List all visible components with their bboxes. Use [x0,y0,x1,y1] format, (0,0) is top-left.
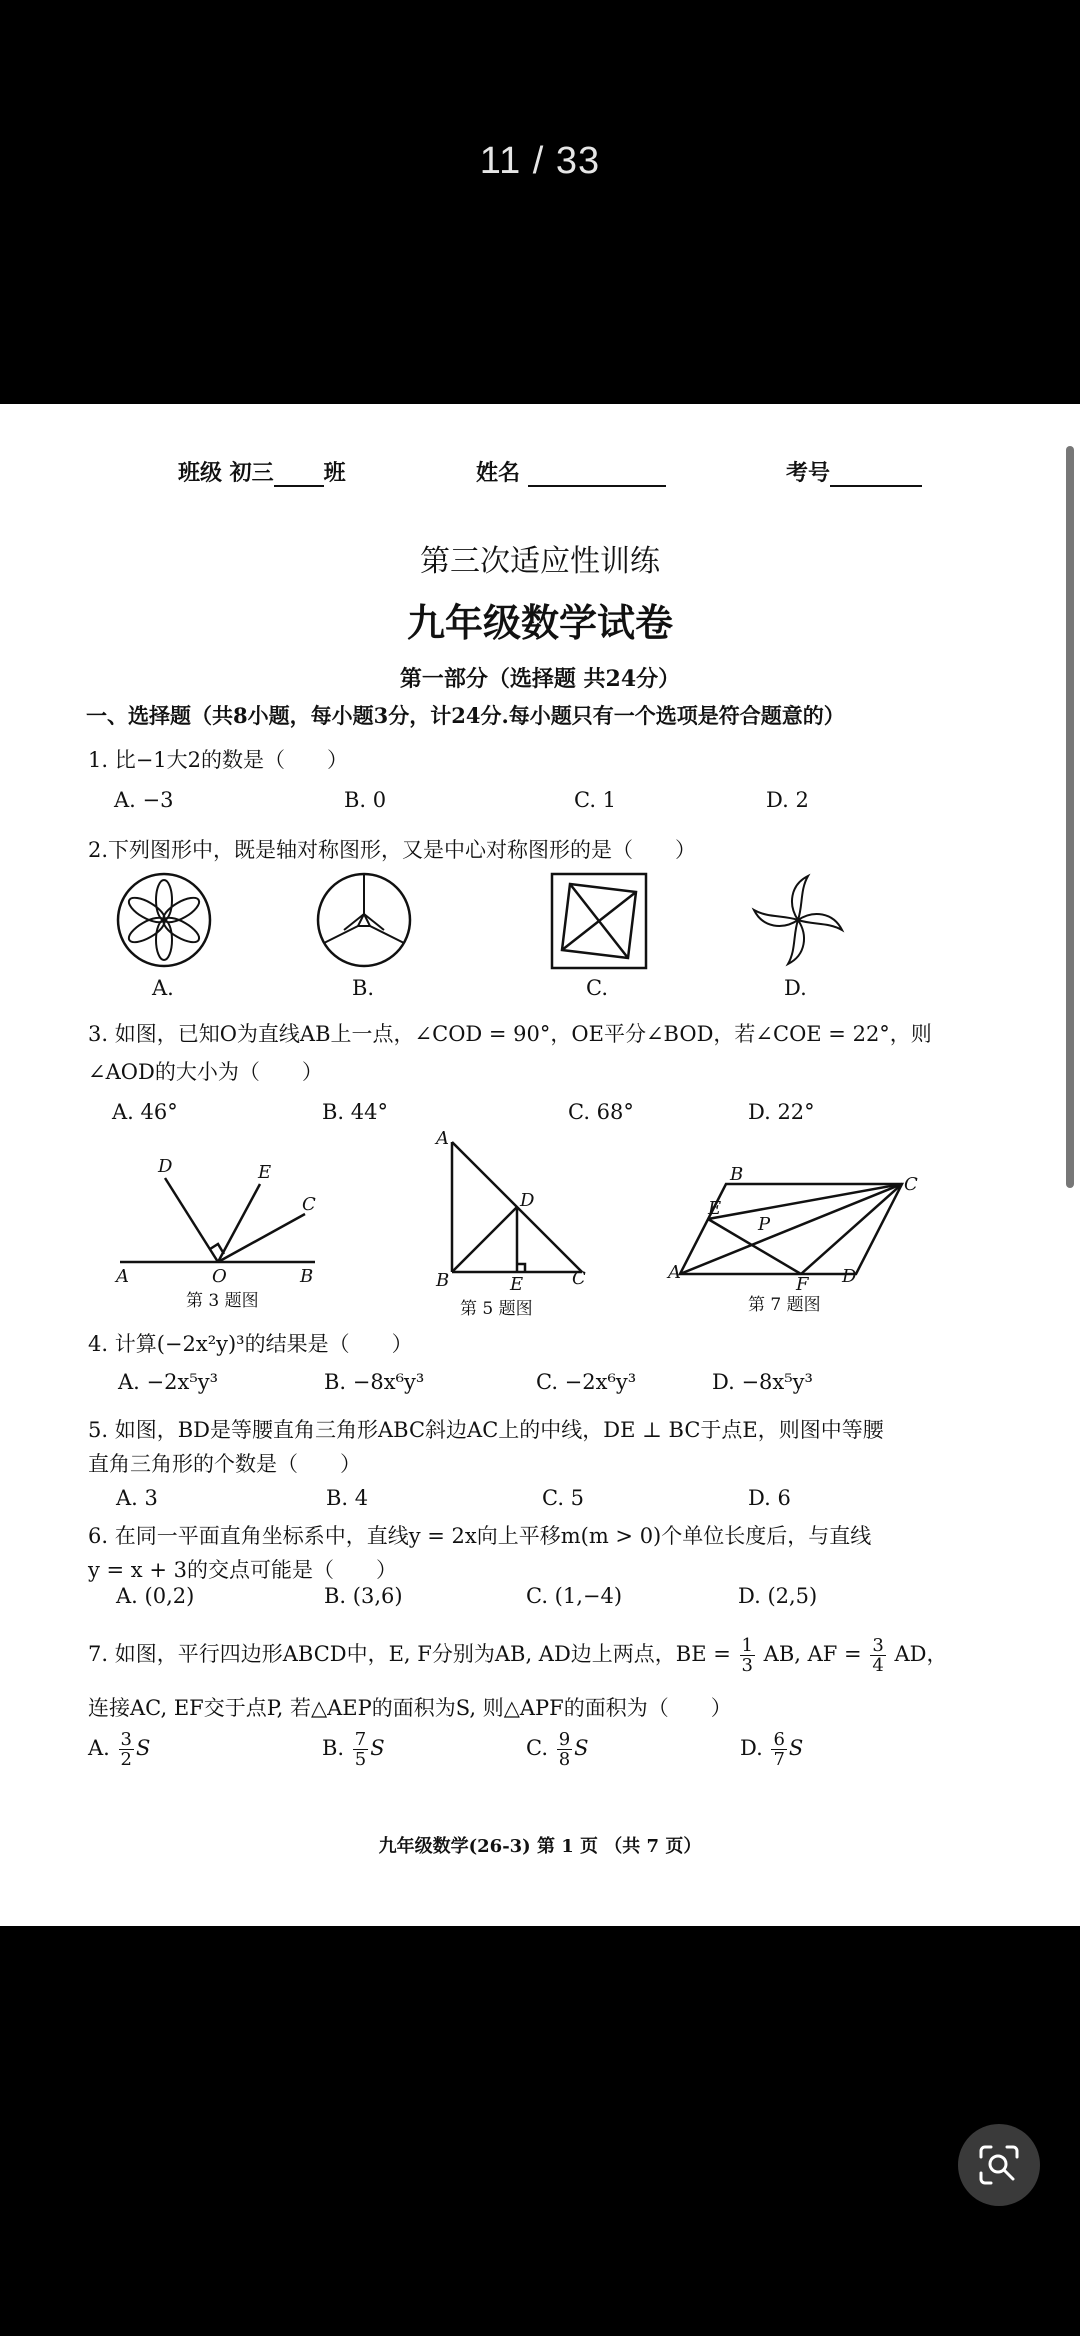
figure-3 [110,1144,330,1284]
figure-5 [426,1124,596,1294]
q7-stem-line2: 连接AC, EF交于点P, 若△AEP的面积为S, 则△APF的面积为（ ） [88,1696,732,1720]
fig5-caption: 第 5 题图 [460,1299,533,1319]
q7-c-num: 9 [558,1729,571,1750]
spiral-figure [748,870,848,970]
triangle-circle-figure [314,870,414,970]
q7-frac1-den: 3 [741,1655,753,1676]
fig7-label-e: E [708,1198,722,1219]
q7-option-a[interactable] [88,1730,150,1769]
q6-option-b[interactable]: B. (3,6) [324,1584,403,1608]
fig5-label-b: B [436,1270,450,1291]
q7-option-d[interactable] [740,1730,803,1769]
q4-option-b[interactable]: B. −8x⁶y³ [324,1370,425,1394]
q7-fraction-af [870,1636,885,1675]
q7-a-fraction [119,1730,134,1769]
scrollbar[interactable] [1066,446,1074,1188]
q7-b-den: 5 [354,1749,367,1770]
fig7-label-a: A [668,1262,681,1283]
q7-d-fraction [771,1730,786,1769]
q7-c-var: S [574,1736,589,1760]
page-footer: 九年级数学(26-3) 第 1 页 （共 7 页） [378,1836,702,1857]
exam-title: 九年级数学试卷 [406,600,673,645]
q4-stem: 4. 计算(−2x²y)³的结果是（ ） [88,1332,413,1356]
q7-stem-line1 [88,1636,947,1675]
q4-option-d[interactable]: D. −8x⁵y³ [712,1370,813,1394]
q6-option-c[interactable]: C. (1,−4) [526,1584,623,1608]
fig5-label-e: E [510,1274,524,1294]
q3-option-b[interactable]: B. 44° [322,1100,389,1124]
exam-number-blank[interactable] [830,485,922,487]
q5-option-d[interactable]: D. 6 [748,1486,791,1510]
class-blank[interactable] [274,485,324,487]
q7-a-label: A. [88,1736,110,1760]
q1-option-a[interactable]: A. −3 [114,788,174,812]
q2-option-b[interactable]: B. [352,976,375,1000]
exam-subtitle: 第三次适应性训练 [420,544,660,579]
q4-option-c[interactable]: C. −2x⁶y³ [536,1370,637,1394]
q5-option-a[interactable]: A. 3 [116,1486,158,1510]
exam-number-label: 考号 [786,460,831,486]
q7-stem-mid: AB, AF = [763,1642,862,1666]
class-suffix: 班 [323,460,346,486]
q7-a-var: S [135,1736,151,1760]
q7-a-den: 2 [120,1749,132,1770]
q1-option-d[interactable]: D. 2 [766,788,809,812]
fig3-label-b: B [300,1266,314,1284]
part-heading: 第一部分（选择题 共24分） [399,666,681,692]
q7-d-num: 6 [773,1729,785,1750]
q7-frac2-num: 3 [872,1635,884,1656]
q1-option-b[interactable]: B. 0 [344,788,387,812]
q2-option-c[interactable]: C. [586,976,608,1000]
q7-b-num: 7 [354,1729,367,1750]
flower-figure [114,870,214,970]
q7-stem-pre: 7. 如图，平行四边形ABCD中，E, F分别为AB, AD边上两点，BE = [88,1642,731,1666]
q6-option-a[interactable]: A. (0,2) [116,1584,195,1608]
fig7-caption: 第 7 题图 [748,1295,821,1315]
q3-stem-line2: ∠AOD的大小为（ ） [88,1060,323,1084]
q7-fraction-be [740,1636,755,1675]
visual-search-icon [975,2141,1023,2189]
q5-option-c[interactable]: C. 5 [542,1486,585,1510]
q7-b-fraction [353,1730,368,1769]
q7-frac1-num: 1 [741,1635,753,1656]
fig7-label-b: B [730,1164,744,1185]
fig5-label-d: D [520,1190,535,1211]
q1-option-c[interactable]: C. 1 [574,788,617,812]
q7-c-fraction [557,1730,572,1769]
q2-option-a[interactable]: A. [152,976,174,1000]
visual-search-button[interactable] [958,2124,1040,2206]
q2-stem: 2.下列图形中，既是轴对称图形，又是中心对称图形的是（ ） [88,838,697,862]
exam-number-field [786,456,922,487]
q3-stem-line1: 3. 如图，已知O为直线AB上一点，∠COD = 90°，OE平分∠BOD，若∠COE = 22°，则 [88,1022,932,1046]
q7-option-b[interactable] [322,1730,385,1769]
q3-option-c[interactable]: C. 68° [568,1100,634,1124]
fig7-label-d: D [842,1266,857,1287]
q7-option-c[interactable] [526,1730,589,1769]
q7-c-label: C. [526,1736,548,1760]
fig5-label-c: C [572,1268,586,1289]
fig3-label-c: C [302,1194,316,1215]
pinwheel-square-figure [550,872,648,970]
figure-7 [666,1164,936,1294]
q5-option-b[interactable]: B. 4 [326,1486,369,1510]
fig3-caption: 第 3 题图 [186,1291,259,1311]
q7-a-num: 3 [120,1729,132,1750]
q3-option-a[interactable]: A. 46° [112,1100,178,1124]
fig3-label-o: O [212,1266,227,1284]
q5-stem-line2: 直角三角形的个数是（ ） [88,1452,361,1476]
q7-d-label: D. [740,1736,763,1760]
q4-option-a[interactable]: A. −2x⁵y³ [118,1370,219,1394]
class-label: 班级 初三 [178,460,274,486]
q7-frac2-den: 4 [872,1655,884,1676]
q3-option-d[interactable]: D. 22° [748,1100,815,1124]
q6-stem-line1: 6. 在同一平面直角坐标系中，直线y = 2x向上平移m(m > 0)个单位长度后，与直线 [88,1524,872,1548]
q2-option-d[interactable]: D. [784,976,807,1000]
q7-d-var: S [788,1736,804,1760]
q1-stem: 1. 比−1大2的数是（ ） [88,748,349,772]
fig3-label-a: A [116,1266,129,1284]
exam-page[interactable] [0,404,1080,1926]
class-field [178,456,346,487]
name-blank[interactable] [528,485,666,487]
page-counter: 11 / 33 [479,140,601,182]
name-field [476,456,666,487]
q7-b-label: B. [322,1736,345,1760]
section-heading: 一、选择题（共8小题，每小题3分，计24分.每小题只有一个选项是符合题意的） [86,703,845,728]
q7-stem-post: AD， [894,1642,948,1666]
fig3-label-e: E [258,1162,272,1183]
q7-b-var: S [370,1736,385,1760]
fig3-label-d: D [158,1156,173,1177]
q7-c-den: 8 [558,1749,571,1770]
fig7-label-c: C [904,1174,918,1195]
fig7-label-p: P [758,1214,771,1235]
fig7-label-f: F [796,1274,809,1294]
q6-stem-line2: y = x + 3的交点可能是（ ） [88,1558,397,1582]
name-label: 姓名 [476,460,521,486]
fig5-label-a: A [436,1128,449,1149]
q6-option-d[interactable]: D. (2,5) [738,1584,818,1608]
q5-stem-line1: 5. 如图，BD是等腰直角三角形ABC斜边AC上的中线，DE ⊥ BC于点E，则图中等腰 [88,1418,884,1442]
q7-d-den: 7 [773,1749,785,1770]
